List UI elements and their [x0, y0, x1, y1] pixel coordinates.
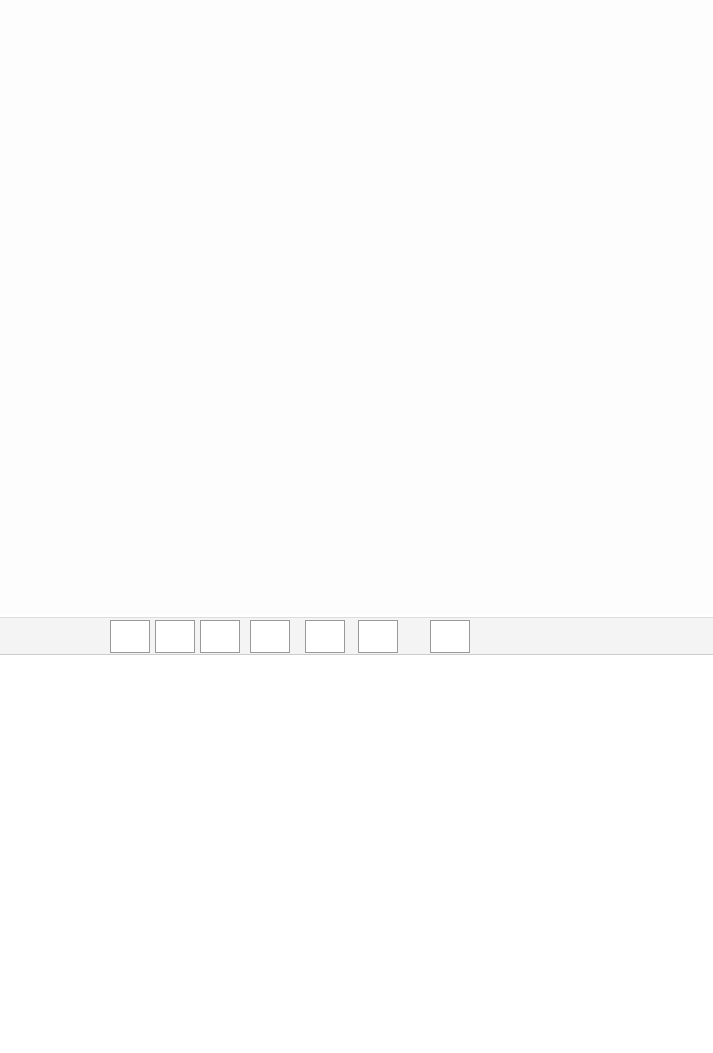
draw-result-bar — [0, 617, 713, 655]
prize-row — [360, 680, 713, 699]
result-ball — [155, 620, 195, 653]
prize-row — [360, 734, 713, 753]
result-ball — [358, 620, 398, 653]
site-watermark — [8, 974, 448, 1046]
prize-table — [0, 656, 713, 752]
prize-row — [360, 699, 713, 718]
prize-row — [0, 699, 360, 718]
result-ball — [110, 620, 150, 653]
prize-row — [0, 680, 360, 699]
result-ball — [200, 620, 240, 653]
result-ball — [250, 620, 290, 653]
special-ball — [430, 620, 470, 653]
prize-row — [0, 717, 360, 736]
result-ball — [305, 620, 345, 653]
